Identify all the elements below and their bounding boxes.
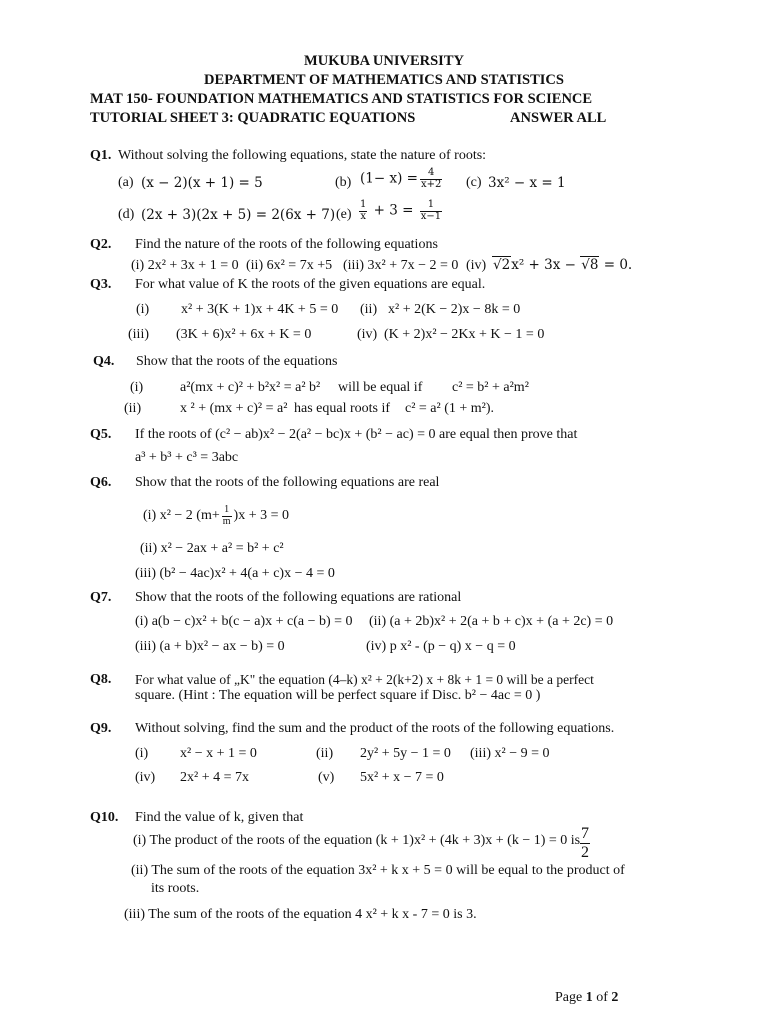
q4-ii-equation: x ² + (mx + c)² = a² xyxy=(180,401,288,416)
q9-ii-label: (ii) xyxy=(316,746,334,761)
q2-i: (i) 2x² + 3x + 1 = 0 xyxy=(131,258,239,273)
q5-text: If the roots of (c² − ab)x² − 2(a² − bc)x + (b² − ac) = 0 are equal then prove that xyxy=(135,427,578,442)
q9-i-equation: x² − x + 1 = 0 xyxy=(180,746,257,761)
q10-ii-line2: its roots. xyxy=(151,881,200,896)
q7-iii: (iii) (a + b)x² − ax − b) = 0 xyxy=(135,639,285,654)
q4-number: Q4. xyxy=(93,354,115,369)
q2-iv-equation: √2x² + 3x − √8 = 0. xyxy=(493,257,633,273)
q8-number: Q8. xyxy=(90,672,112,687)
q1-text: Without solving the following equations, state the nature of roots: xyxy=(118,148,487,163)
q4-i-condition: c² = b² + a²m² xyxy=(452,380,529,395)
answer-all-instruction: ANSWER ALL xyxy=(510,110,607,126)
q6-iii: (iii) (b² − 4ac)x² + 4(a + c)x − 4 = 0 xyxy=(135,566,335,581)
q7-iv: (iv) p x² - (p − q) x − q = 0 xyxy=(366,639,516,654)
page-number: Page 1 of 2 xyxy=(555,990,619,1005)
q3-number: Q3. xyxy=(90,277,112,292)
q3-iii-equation: (3K + 6)x² + 6x + K = 0 xyxy=(176,327,312,342)
q1-a-equation: (x − 2)(x + 1) = 5 xyxy=(141,175,263,191)
q2-ii: (ii) 6x² = 7x +5 xyxy=(246,258,333,273)
university-name: MUKUBA UNIVERSITY xyxy=(304,53,464,69)
q3-text: For what value of K the roots of the given equations are equal. xyxy=(135,277,486,292)
q9-text: Without solving, find the sum and the product of the roots of the following equations. xyxy=(135,721,615,736)
q1-a-label: (a) xyxy=(118,175,134,190)
q4-i-mid: will be equal if xyxy=(338,380,423,395)
q2-iv-label: (iv) xyxy=(466,258,487,273)
q1-c-label: (c) xyxy=(466,175,482,190)
q10-ii-line1: (ii) The sum of the roots of the equation 3x² + k x + 5 = 0 will be equal to the product of xyxy=(131,863,625,878)
q1-d-equation: (2x + 3)(2x + 5) = 2(6x + 7) xyxy=(141,207,336,223)
q2-number: Q2. xyxy=(90,237,112,252)
q9-number: Q9. xyxy=(90,721,112,736)
q8-line1: For what value of „K" the equation (4–k) x² + 2(k+2) x + 8k + 1 = 0 will be a perfect xyxy=(135,672,594,687)
q3-iii-label: (iii) xyxy=(128,327,149,342)
q9-ii-equation: 2y² + 5y − 1 = 0 xyxy=(360,746,451,761)
q9-iv-equation: 2x² + 4 = 7x xyxy=(180,770,249,785)
q1-e-label: (e) xyxy=(336,207,352,222)
q1-number: Q1. xyxy=(90,148,112,163)
q10-number: Q10. xyxy=(90,810,119,825)
q4-ii-mid: has equal roots if xyxy=(294,401,391,416)
q1-c-equation: 3x² − x = 1 xyxy=(488,175,566,191)
q2-text: Find the nature of the roots of the following equations xyxy=(135,237,438,252)
q4-ii-label: (ii) xyxy=(124,401,142,416)
q6-text: Show that the roots of the following equations are real xyxy=(135,475,440,490)
q4-text: Show that the roots of the equations xyxy=(136,354,338,369)
q3-i-equation: x² + 3(K + 1)x + 4K + 5 = 0 xyxy=(181,302,339,317)
q4-ii-condition: c² = a² (1 + m²). xyxy=(405,401,495,416)
q6-ii: (ii) x² − 2ax + a² = b² + c² xyxy=(140,541,284,556)
q9-i-label: (i) xyxy=(135,746,149,761)
q1-d-label: (d) xyxy=(118,207,135,222)
q8-line2: square. (Hint : The equation will be perfect square if Disc. b² − 4ac = 0 ) xyxy=(135,688,541,703)
q1-b-equation: (1− x) = $\frac{4}{x+2}$ xyxy=(360,167,442,190)
q9-iii: (iii) x² − 9 = 0 xyxy=(470,746,550,761)
q4-i-equation: a²(mx + c)² + b²x² = a² b² xyxy=(180,380,321,395)
department-name: DEPARTMENT OF MATHEMATICS AND STATISTICS xyxy=(204,72,564,88)
q7-text: Show that the roots of the following equations are rational xyxy=(135,590,462,605)
q3-ii-label: (ii) xyxy=(360,302,378,317)
q6-number: Q6. xyxy=(90,475,112,490)
q10-i: (i) The product of the roots of the equation (k + 1)x² + (4k + 3)x + (k − 1) = 0 is xyxy=(133,833,581,848)
q7-ii: (ii) (a + 2b)x² + 2(a + b + c)x + (a + 2c) = 0 xyxy=(369,614,614,629)
q1-b-label: (b) xyxy=(335,175,352,190)
q10-i-fraction: $\frac{7}{2}$ xyxy=(581,825,589,861)
q4-i-label: (i) xyxy=(130,380,144,395)
course-title: MAT 150- FOUNDATION MATHEMATICS AND STATISTICS FOR SCIENCE xyxy=(90,91,593,107)
q3-ii-equation: x² + 2(K − 2)x − 8k = 0 xyxy=(388,302,521,317)
q5-number: Q5. xyxy=(90,427,112,442)
q1-e-equation: $\frac{1}{x}$ + 3 = $\frac{1}{x-1}$ xyxy=(360,199,442,222)
q3-iv-label: (iv) xyxy=(357,327,378,342)
q9-v-label: (v) xyxy=(318,770,335,785)
q7-number: Q7. xyxy=(90,590,112,605)
q3-iv-equation: (K + 2)x² − 2Kx + K − 1 = 0 xyxy=(384,327,545,342)
q5-line2: a³ + b³ + c³ = 3abc xyxy=(135,450,239,465)
q9-v-equation: 5x² + x − 7 = 0 xyxy=(360,770,444,785)
q10-text: Find the value of k, given that xyxy=(135,810,304,825)
q3-i-label: (i) xyxy=(136,302,150,317)
q7-i: (i) a(b − c)x² + b(c − a)x + c(a − b) = 0 xyxy=(135,614,353,629)
q2-iii: (iii) 3x² + 7x − 2 = 0 xyxy=(343,258,459,273)
q9-iv-label: (iv) xyxy=(135,770,156,785)
q6-i: (i) x² − 2 (m+ $\frac{1}{m}$ )x + 3 = 0 xyxy=(143,504,289,527)
sheet-title: TUTORIAL SHEET 3: QUADRATIC EQUATIONS xyxy=(90,110,416,126)
q10-iii: (iii) The sum of the roots of the equation 4 x² + k x - 7 = 0 is 3. xyxy=(124,907,477,922)
